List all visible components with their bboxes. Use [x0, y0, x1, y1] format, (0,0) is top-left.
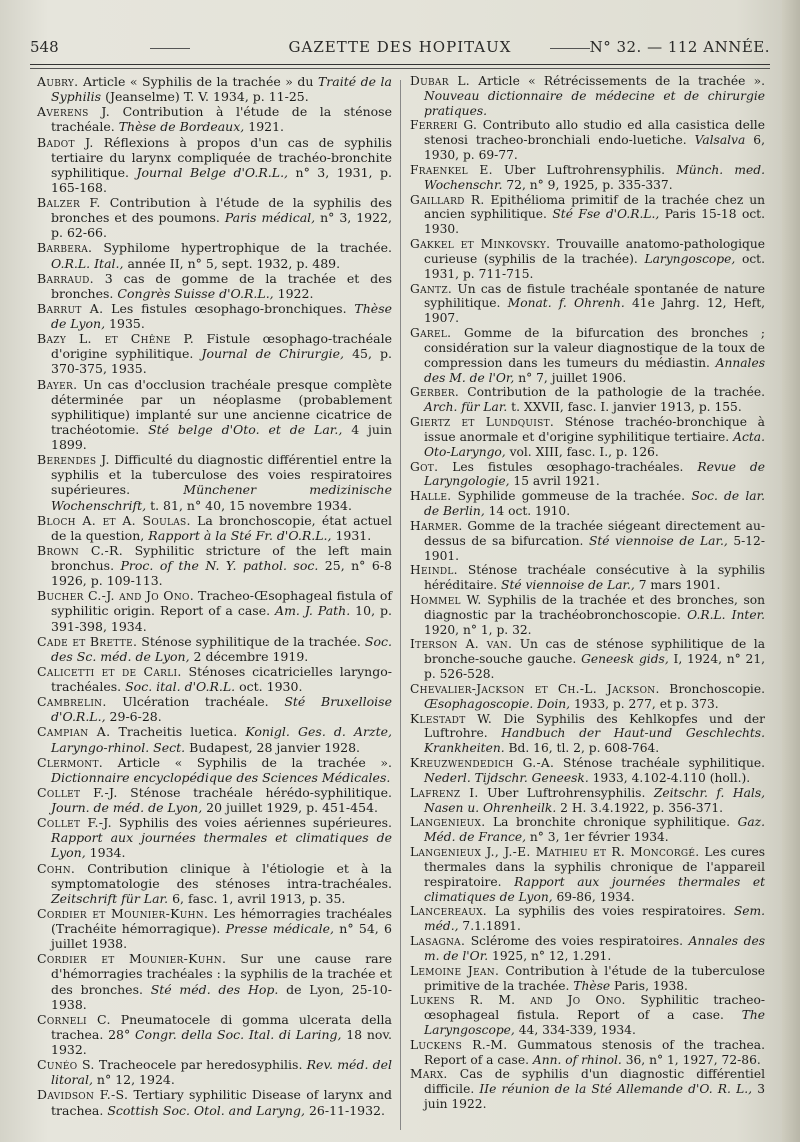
bibliography-entry [410, 237, 765, 281]
entry-author: Garel. [410, 326, 452, 341]
bibliography-entry [37, 301, 392, 331]
entry-author: Bayer. [37, 376, 78, 392]
entry-title: Syphilis des voies aériennes supérieures. [111, 815, 392, 831]
entry-author: Gerber. [410, 385, 460, 400]
entry-source: Journal de Chirurgie, [201, 346, 345, 362]
entry-author: Badot J. [37, 134, 94, 150]
entry-details: 1921. [244, 119, 285, 135]
entry-source: Soc. ital. d'O.R.L. [125, 679, 236, 694]
entry-author: Cambrelin. [37, 694, 107, 710]
entry-source: Soc. des Sc. méd. de Lyon, [51, 633, 392, 664]
entry-source: Soc. de lar. de Berlin, [424, 489, 765, 519]
entry-source: O.R.L. Inter. [687, 607, 765, 622]
entry-source: Thèse [573, 978, 611, 993]
entry-author: Gakkel et Minkovsky. [410, 237, 551, 252]
entry-details: Paris 15-18 oct. 1930. [424, 207, 765, 237]
bibliography-entry [410, 193, 765, 237]
entry-author: Clermont. [37, 754, 104, 770]
entry-details: 7.1.1891. [458, 919, 521, 934]
entry-details: Budapest, 28 janvier 1928. [185, 739, 361, 755]
entry-title: Uber Luftrohrensyphilis. [492, 162, 677, 177]
entry-title: Gummatous stenosis of the trachea. Report of a case. [424, 1037, 765, 1067]
entry-author: Barbera. [37, 240, 93, 256]
entry-details: 6, fasc. 1, avril 1913, p. 35. [168, 890, 346, 906]
entry-author: Bazy L. et Chêne P. [37, 331, 194, 347]
entry-author: Cohn. [37, 860, 76, 876]
entry-title: Les hémorragies trachéales (Trachéite hémorragique). [51, 905, 392, 936]
entry-author: Giertz et Lundquist. [410, 415, 555, 430]
bibliography-entry [37, 906, 392, 951]
bibliography-entry [37, 951, 392, 1012]
entry-title: Contribution à l'étude de la tuberculose primitive de la trachée. [424, 963, 766, 993]
column-divider [400, 80, 401, 1130]
entry-details: 18 nov. 1932. [51, 1026, 393, 1057]
entry-title: Trouvaille anatomo-pathologique curieuse (syphilis de la trachée). [424, 237, 765, 266]
entry-title: Sur une cause rare d'hémorragies trachéales : la syphilis de la trachée et des bronches. [51, 951, 392, 997]
entry-title: Syphilitic tracheo-œsophageal fistula. Report of a case. [424, 993, 765, 1023]
entry-details: de Lyon, 25-10-1938. [51, 981, 392, 1012]
entry-author: Collet F.-J. [37, 815, 112, 831]
bibliography-right-column [410, 74, 765, 1112]
bibliography-entry [410, 637, 765, 681]
entry-source: Sté belge d'Oto. et de Lar., [148, 421, 343, 437]
bibliography-entry [37, 1057, 392, 1087]
entry-source: Nederl. Tijdschr. Geneesk. [424, 770, 589, 785]
entry-details: n° 3, 1931, p. 165-168. [51, 164, 392, 195]
bibliography-entry [410, 993, 765, 1037]
entry-title: Un cas de fistule trachéale spontanée de nature syphilitique. [424, 281, 765, 311]
entry-author: Averens J. [37, 104, 111, 120]
entry-title: Difficulté du diagnostic différentiel entre la syphilis et la tuberculose des voies respiratoires supérieures. [51, 452, 393, 498]
bibliography-entry [37, 135, 392, 196]
bibliography-entry [410, 415, 765, 459]
entry-details: 15 avril 1921. [509, 474, 600, 489]
entry-source: Zeitschr. f. Hals, Nasen u. Ohrenheilk. [424, 785, 766, 815]
entry-author: Iterson A. van. [410, 637, 513, 652]
entry-author: Lasagna. [410, 934, 466, 949]
bibliography-entry [37, 240, 392, 270]
entry-author: Cunéo S. [37, 1057, 95, 1073]
entry-title: Sclérome des voies respiratoires. [465, 934, 689, 949]
entry-details: 36, n° 1, 1927, 72-86. [621, 1052, 761, 1067]
bibliography-entry [410, 712, 765, 756]
entry-source: Paris médical, [224, 210, 316, 226]
entry-source: Journ. de méd. de Lyon, [51, 800, 203, 815]
bibliography-entry [410, 489, 765, 519]
entry-details: 1934. [85, 845, 126, 861]
bibliography-entry [37, 331, 392, 376]
entry-details: n° 3, 1er février 1934. [525, 830, 669, 845]
bibliography-entry [410, 385, 765, 415]
header-ornament-rule [550, 48, 590, 49]
entry-author: Balzer F. [37, 195, 101, 210]
entry-details: n° 7, juillet 1906. [514, 370, 627, 385]
bibliography-entry [410, 1038, 765, 1068]
bibliography-entry [410, 563, 765, 593]
entry-author: Brown C.-R. [37, 542, 124, 558]
entry-title: La syphilis des voies respiratoires. [487, 904, 734, 919]
entry-title: Tracheo-Œsophageal fistula of syphilitic origin. Report of a case. [51, 588, 392, 619]
entry-author: Got. [410, 459, 439, 474]
bibliography-entry [37, 634, 392, 664]
issue-number: N° 32. — 112 ANNÉE. [589, 38, 770, 56]
entry-source: Zeitschrift für Lar. [51, 890, 169, 906]
entry-title: Article « Syphilis de la trachée » du [78, 74, 318, 89]
entry-source: Sté Fse d'O.R.L., [552, 207, 660, 222]
entry-author: Ferreri G. [410, 118, 478, 133]
entry-title: Contribution à l'étude de la sténose trachéale. [51, 104, 392, 135]
entry-title: Les fistules œsophago-bronchiques. [103, 300, 355, 316]
entry-title: Uber Luftrohrensyphilis. [478, 785, 654, 800]
entry-details: Paris, 1938. [610, 978, 688, 993]
entry-author: Barrut A. [37, 300, 104, 316]
entry-source: Scottish Soc. Otol. and Laryng, [107, 1102, 305, 1118]
entry-source: Congr. della Soc. Ital. di Laring, [134, 1026, 342, 1042]
entry-source: Rapport aux journées thermales et climatiques de Lyon, [424, 874, 765, 904]
entry-title: 3 cas de gomme de la trachée et des bronches. [51, 270, 392, 301]
entry-title: Cas de syphilis d'un diagnostic différentiel difficile. [424, 1067, 765, 1097]
entry-title: Article « Rétrécissements de la trachée ». [470, 74, 766, 88]
entry-title: Gomme de la bifurcation des bronches ; considération sur la valeur diagnostique de la toux de compression dans les tumeurs du médiastin. [424, 326, 765, 370]
entry-details: 41e Jahrg. 12, Heft, 1907. [424, 296, 766, 326]
entry-source: Thèse de Lyon, [51, 300, 393, 331]
bibliography-left-column [37, 74, 392, 1118]
entry-author: Dubar L. [410, 74, 470, 88]
entry-title: Réflexions à propos d'un cas de syphilis tertiaire du larynx compliquée de trachéo-bronchite syphilitique. [51, 134, 393, 180]
bibliography-entry [410, 519, 765, 563]
journal-title: GAZETTE DES HOPITAUX [288, 38, 512, 56]
entry-title: Sténoses cicatricielles laryngo-trachéales. [51, 663, 392, 694]
entry-source: Valsalva [694, 133, 746, 148]
entry-title: Sténose trachéale syphilitique. [554, 756, 765, 771]
bibliography-entry [410, 163, 765, 193]
entry-source: Thèse de Bordeaux, [118, 119, 245, 135]
entry-author: Aubry. [37, 74, 79, 89]
bibliography-entry [410, 904, 765, 934]
entry-details: 1933, p. 277, et p. 373. [570, 696, 719, 711]
bibliography-entry [410, 118, 765, 162]
entry-title: La bronchoscopie, état actuel de la question, [51, 512, 392, 543]
entry-details: 10, p. 391-398, 1934. [51, 603, 392, 634]
entry-author: Lafrenz I. [410, 785, 479, 800]
bibliography-entry [410, 593, 765, 637]
bibliography-entry [410, 282, 765, 326]
bibliography-entry [37, 377, 392, 453]
entry-author: Klestadt W. [410, 711, 493, 726]
entry-author: Cade et Brette. [37, 633, 138, 649]
entry-details: 25, n° 6-8 1926, p. 109-113. [51, 558, 393, 589]
bibliography-entry [37, 1012, 392, 1057]
entry-author: Lancereaux. [410, 904, 487, 919]
entry-details: t. 81, n° 40, 15 novembre 1934. [146, 497, 352, 513]
entry-details: n° 12, 1924. [92, 1072, 175, 1088]
bibliography-entry [37, 513, 392, 543]
entry-title: Sténose trachéo-bronchique à issue anormale et d'origine syphilitique tertiaire. [424, 415, 765, 444]
entry-details: n° 54, 6 juillet 1938. [51, 921, 392, 952]
entry-source: Rev. méd. del litoral, [51, 1057, 392, 1088]
entry-title: Les fistules œsophago-trachéales. [438, 459, 698, 474]
entry-title: Epithélioma primitif de la trachée chez un ancien syphilitique. [424, 192, 765, 222]
bibliography-entry [410, 460, 765, 490]
bibliography-entry [410, 74, 765, 118]
entry-author: Bucher C.-J. and Jo Ono. [37, 588, 194, 604]
bibliography-entry [37, 271, 392, 301]
entry-source: Am. J. Path. [275, 603, 351, 619]
bibliography-entry [37, 74, 392, 104]
entry-source: Münchener medizinische Wochenschrift, [51, 482, 392, 513]
entry-source: Annales des M. de l'Or, [424, 355, 765, 385]
bibliography-entry [410, 326, 765, 385]
bibliography-entry [37, 861, 392, 906]
book-spine-edge [782, 0, 800, 1142]
entry-details: 72, n° 9, 1925, p. 335-337. [502, 177, 673, 192]
entry-source: Dictionnaire encyclopédique des Sciences Médicales. [51, 769, 391, 785]
entry-source: IIe réunion de la Sté Allemande d'O. R. L., [479, 1082, 753, 1097]
entry-source: Sem. méd., [424, 904, 765, 934]
entry-details: 69-86, 1934. [552, 889, 635, 904]
entry-author: Calicetti et de Carli. [37, 663, 182, 679]
entry-source: Ann. of rhinol. [532, 1052, 622, 1067]
entry-author: Gaillard R. [410, 192, 485, 207]
entry-title: Article « Syphilis de la trachée ». [103, 754, 392, 770]
entry-details: 29-6-28. [105, 709, 162, 725]
entry-source: Sté méd. des Hop. [150, 981, 279, 997]
entry-title: Pneumatocele di gomma ulcerata della trachea. 28° [51, 1011, 392, 1042]
entry-title: Contribution de la pathologie de la trachée. [459, 385, 765, 400]
entry-details: 2 décembre 1919. [189, 648, 309, 664]
header-rule [30, 68, 770, 69]
entry-title: Contribution à l'étude de la syphilis des bronches et des poumons. [51, 195, 392, 226]
entry-details: vol. XIII, fasc. I., p. 126. [505, 444, 659, 459]
bibliography-entry [37, 452, 392, 513]
entry-details: 2 H. 3.4.1922, p. 356-371. [556, 800, 724, 815]
entry-source: O.R.L. Ital., [51, 255, 124, 271]
entry-details: 45, p. 370-375, 1935. [51, 346, 392, 377]
bibliography-entry [37, 1087, 392, 1117]
entry-title: Sténose trachéale hérédo-syphilitique. [117, 784, 392, 800]
entry-details: Bd. 16, tl. 2, p. 608-764. [504, 741, 660, 756]
entry-title: Tracheitis luetica. [110, 724, 246, 740]
entry-author: Lukens R. M. and Jo Ono. [410, 993, 626, 1008]
entry-author: Cordier et Mounier-Kuhn. [37, 905, 209, 921]
entry-title: Syphilitic stricture of the left main bronchus. [51, 542, 392, 573]
bibliography-entry [410, 934, 765, 964]
entry-source: Sté viennoise de Lar., [588, 533, 728, 548]
entry-title: Gomme de la trachée siégeant directement au-dessus de sa bifurcation. [424, 518, 765, 548]
entry-title: Ulcération trachéale. [106, 694, 285, 710]
entry-source: Journal Belge d'O.R.L., [136, 164, 289, 180]
entry-title: Contributo allo studio ed alla casistica delle stenosi tracheo-bronchiali endo-luetiche. [424, 118, 765, 148]
bibliography-entry [410, 815, 765, 845]
entry-source: Nouveau dictionnaire de médecine et de chirurgie pratiques. [424, 88, 765, 118]
bibliography-entry [37, 755, 392, 785]
entry-details: 1931. [331, 527, 372, 543]
entry-details: 4 juin 1899. [51, 421, 392, 452]
entry-source: Münch. med. Wochenschr. [424, 162, 765, 192]
entry-details: 1933, 4.102-4.110 (holl.). [588, 770, 751, 785]
entry-source: Gaz. Méd. de France, [424, 815, 765, 845]
entry-source: Proc. of the N. Y. pathol. soc. [120, 558, 319, 573]
entry-title: Syphilome hypertrophique de la trachée. [92, 240, 392, 256]
entry-author: Langenieux J., J.-E. Mathieu et R. Moncorgé. [410, 845, 700, 860]
entry-title: Die Syphilis des Kehlkopfes und der Luftrohre. [424, 711, 765, 741]
entry-details: oct. 1931, p. 711-715. [424, 251, 766, 281]
entry-title: Sténose trachéale consécutive à la syphilis héréditaire. [424, 563, 765, 593]
bibliography-entry [37, 724, 392, 754]
entry-details: n° 3, 1922, p. 62-66. [51, 210, 392, 241]
entry-author: Harmer. [410, 518, 463, 533]
entry-title: Les cures thermales dans la syphilis chronique de l'appareil respiratoire. [424, 845, 765, 889]
entry-title: Syphilis de la trachée et des bronches, son diagnostic par la trachéobronchoscopie. [424, 592, 765, 622]
entry-author: Kreuzwendedich G.-A. [410, 756, 555, 771]
entry-details: 5-12-1901. [424, 533, 765, 563]
entry-title: Contribution clinique à l'étiologie et à la symptomatologie des sténoses intra-trachéales. [51, 860, 392, 891]
entry-author: Langenieux. [410, 815, 486, 830]
entry-source: Rapport aux journées thermales et climatiques de Lyon, [51, 830, 392, 861]
entry-details: année II, n° 5, sept. 1932, p. 489. [123, 255, 341, 271]
entry-title: Un cas de sténose syphilitique de la bronche-souche gauche. [424, 637, 765, 667]
entry-source: Revue de Laryngologie, [424, 459, 765, 489]
entry-author: Lemoine Jean. [410, 963, 500, 978]
entry-details: 20 juillet 1929, p. 451-454. [202, 800, 378, 815]
entry-author: Campian A. [37, 724, 111, 740]
entry-author: Cordier et Mounier-Kuhn. [37, 951, 227, 967]
entry-source: Konigl. Ges. d. Arzte, Laryngo-rhinol. Sect. [51, 724, 393, 755]
entry-details: 26-11-1932. [304, 1102, 385, 1118]
entry-author: Heindl. [410, 563, 458, 578]
entry-source: Monat. f. Ohrenh. [507, 296, 625, 311]
bibliography-entry [37, 588, 392, 633]
entry-author: Halle. [410, 489, 452, 504]
entry-source: Congrès Suisse d'O.R.L., [117, 285, 274, 301]
entry-details: oct. 1930. [235, 679, 303, 694]
entry-author: Davidson F.-S. [37, 1087, 129, 1103]
bibliography-entry [37, 694, 392, 724]
entry-source: Sté Bruxelloise d'O.R.L., [51, 694, 392, 725]
bibliography-entry [37, 664, 392, 694]
entry-source: Rapport à la Sté Fr. d'O.R.L., [148, 527, 332, 543]
entry-source: The Laryngoscope, [424, 1008, 765, 1037]
entry-author: Bloch A. et A. Soulas. [37, 512, 191, 528]
entry-author: Gantz. [410, 281, 453, 296]
entry-author: Collet F.-J. [37, 784, 118, 800]
entry-source: Sté viennoise de Lar., [501, 578, 635, 593]
entry-author: Barraud. [37, 270, 94, 286]
entry-details: t. XXVII, fasc. I. janvier 1913, p. 155. [507, 400, 742, 415]
entry-title: Syphilide gommeuse de la trachée. [451, 489, 692, 504]
entry-source: Annales des m. de l'Or. [424, 934, 766, 963]
entry-author: Berendes J. [37, 452, 110, 468]
entry-title: Fistule œsophago-trachéale d'origine syphilitique. [51, 331, 392, 362]
entry-details: 1935. [105, 316, 145, 331]
entry-details: 6, 1930, p. 69-77. [424, 133, 765, 163]
entry-source: Arch. für Lar. [424, 400, 508, 415]
entry-source: Handbuch der Haut-und Geschlechts. Krankheiten. [424, 726, 765, 756]
entry-source: Traité de la Syphilis [51, 74, 393, 105]
entry-source: Laryngoscope, [644, 251, 736, 266]
entry-author: Luckens R.-M. [410, 1037, 508, 1052]
entry-author: Corneli C. [37, 1011, 111, 1027]
entry-source: Œsophagoscopie. Doin, [424, 696, 571, 711]
bibliography-entry [410, 682, 765, 712]
entry-title: Tracheocele par heredosyphilis. [94, 1057, 307, 1073]
entry-title: La bronchite chronique syphilitique. [485, 815, 738, 830]
entry-details: 1925, n° 12, 1.291. [488, 948, 612, 963]
page-number: 548 [30, 38, 59, 56]
entry-source: Geneesk gids, [581, 652, 669, 667]
bibliography-entry [410, 786, 765, 816]
bibliography-entry [37, 195, 392, 240]
entry-title: Sténose syphilitique de la trachée. [137, 633, 365, 649]
entry-title: Tertiary syphilitic Disease of larynx and trachea. [51, 1087, 392, 1118]
bibliography-entry [37, 104, 392, 134]
entry-source: Acta. Oto-Laryngo, [424, 429, 765, 459]
entry-details: 3 juin 1922. [424, 1082, 765, 1112]
bibliography-entry [37, 815, 392, 860]
bibliography-entry [37, 785, 392, 815]
bibliography-entry [410, 845, 765, 904]
entry-author: Fraenkel E. [410, 162, 493, 177]
bibliography-entry [410, 1067, 765, 1111]
entry-details: 44, 334-339, 1934. [514, 1023, 636, 1037]
entry-details: (Jeanselme) T. V. 1934, p. 11-25. [101, 89, 309, 105]
entry-details: I, 1924, n° 21, p. 526-528. [424, 652, 766, 682]
bibliography-entry [410, 964, 765, 994]
bibliography-entry [410, 756, 765, 786]
entry-details: 7 mars 1901. [634, 578, 721, 593]
entry-source: Presse médicale, [225, 921, 334, 936]
bibliography-entry [37, 543, 392, 588]
entry-author: Marx. [410, 1067, 448, 1082]
entry-details: 1922. [273, 285, 314, 301]
entry-details: 14 oct. 1910. [484, 504, 571, 519]
entry-details: 1920, n° 1, p. 32. [424, 622, 532, 637]
entry-author: Chevalier-Jackson et Ch.-L. Jackson. [410, 681, 660, 696]
entry-title: Bronchoscopie. [659, 681, 765, 696]
entry-title: Un cas d'occlusion trachéale presque complète déterminée par un néoplasme (probablement syphilitique) implanté sur une ancienne cicatrice de trachéotomie. [51, 376, 392, 437]
header-rule [30, 64, 770, 65]
running-header [30, 38, 770, 60]
entry-author: Hommel W. [410, 592, 482, 607]
